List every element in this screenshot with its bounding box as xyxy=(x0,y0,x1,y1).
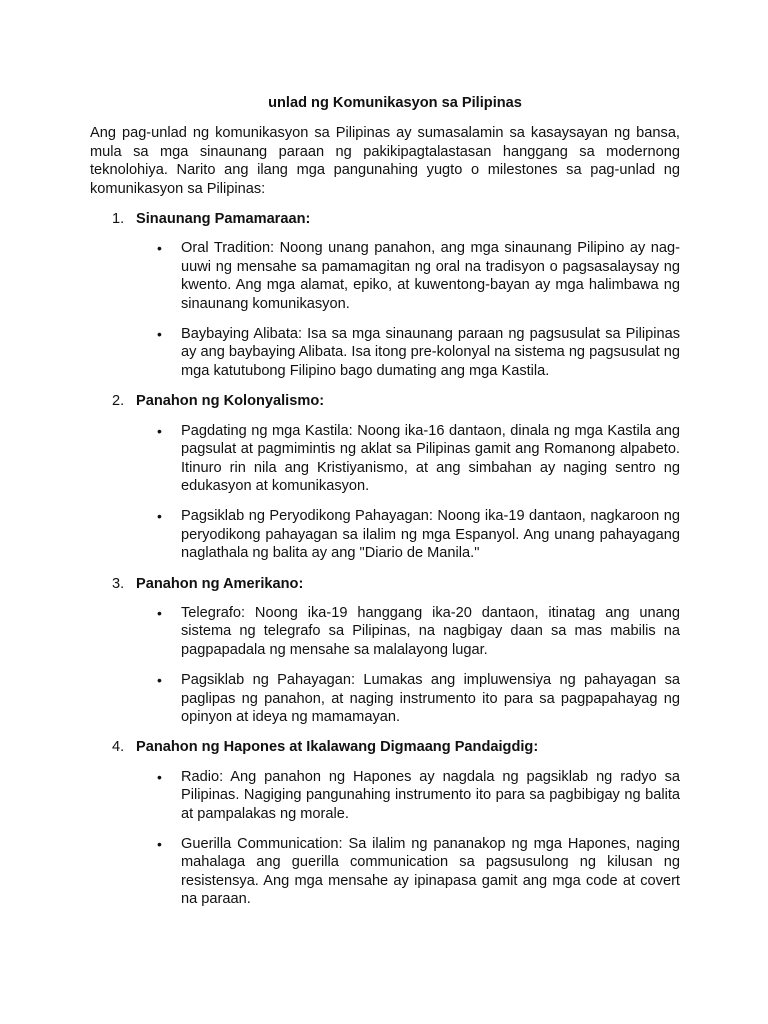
document-title: unlad ng Komunikasyon sa Pilipinas xyxy=(268,95,522,111)
bullet-item xyxy=(156,239,680,313)
section-4 xyxy=(90,738,680,908)
section-2 xyxy=(90,392,680,562)
bullet-text: Radio: Ang panahon ng Hapones ay nagdala ng pagsiklab ng radyo sa Pilipinas. Nagiging pangunahing instrumento ito para sa pagbibigay ng balita at pampalakas ng morale. xyxy=(181,768,680,822)
bullet-dot-icon: • xyxy=(157,604,162,621)
section-heading xyxy=(90,392,680,410)
section-number: 1. xyxy=(112,211,125,228)
bullet-item xyxy=(156,325,680,380)
bullet-item xyxy=(156,422,680,496)
bullet-item xyxy=(156,507,680,562)
bullet-dot-icon: • xyxy=(157,326,162,343)
bullet-dot-icon: • xyxy=(157,422,162,439)
bullet-text: Guerilla Communication: Sa ilalim ng pananakop ng mga Hapones, naging mahalaga ang guerilla communication sa pagsusulong ng kilusan ng resistensya. Ang mga mensahe ay ipinapasa gamit ang mga code at covert na paraan. xyxy=(181,836,680,908)
bullet-text: Pagdating ng mga Kastila: Noong ika-16 dantaon, dinala ng mga Kastila ang pagsulat at pagmimintis ng aklat sa Pilipinas gamit ang Romanong alpabeto. Itinuro rin nila ang Kristiyanismo, at ang simbahan ay naging sentro ng edukasyon at komunikasyon. xyxy=(181,422,680,494)
bullet-list xyxy=(90,768,680,909)
section-heading xyxy=(90,210,680,228)
bullet-list xyxy=(90,422,680,563)
section-title: Panahon ng Hapones at Ikalawang Digmaang Pandaigdig: xyxy=(136,739,539,756)
bullet-list xyxy=(90,604,680,726)
section-heading xyxy=(90,738,680,756)
section-number: 4. xyxy=(112,739,125,756)
bullet-text: Baybaying Alibata: Isa sa mga sinaunang paraan ng pagsusulat sa Pilipinas ay ang baybaying Alibata. Isa itong pre-kolonyal na sistema ng pagsusulat ng mga katutubong Filipino bago dumating ang mga Kastila. xyxy=(181,326,680,379)
bullet-text: Pagsiklab ng Peryodikong Pahayagan: Noong ika-19 dantaon, nagkaroon ng peryodikong pahayagan sa ilalim ng mga Espanyol. Ang unang pahayagang naglathala ng balita ay ang "Diario de Manila." xyxy=(181,508,680,562)
section-title: Panahon ng Amerikano: xyxy=(136,575,304,592)
bullet-dot-icon: • xyxy=(157,672,162,689)
section-title: Panahon ng Kolonyalismo: xyxy=(136,393,325,410)
section-3 xyxy=(90,575,680,727)
section-title: Sinaunang Pamamaraan: xyxy=(136,211,311,228)
bullet-item xyxy=(156,835,680,909)
intro-paragraph: Ang pag-unlad ng komunikasyon sa Pilipinas ay sumasalamin sa kasaysayan ng bansa, mula sa mga sinaunang paraan ng pakikipagtalastasan hanggang sa modernong teknolohiya. Narito ang ilang mga pangunahing yugto o milestones sa pag-unlad ng komunikasyon sa Pilipinas: xyxy=(90,125,680,197)
section-heading xyxy=(90,575,680,593)
bullet-dot-icon: • xyxy=(157,768,162,785)
bullet-text: Telegrafo: Noong ika-19 hanggang ika-20 dantaon, itinatag ang unang sistema ng telegrafo sa Pilipinas, na nagbigay daan sa mas mabilis na pagpapadala ng mensahe sa malalayong lugar. xyxy=(181,604,680,658)
bullet-list xyxy=(90,239,680,380)
bullet-text: Oral Tradition: Noong unang panahon, ang mga sinaunang Pilipino ay nag-uuwi ng mensahe sa pamamagitan ng oral na tradisyon o pagsasalaysay ng kwento. Ang mga alamat, epiko, at kuwentong-bayan ay mga halimbawa ng sinaunang komunikasyon. xyxy=(181,240,680,312)
bullet-item xyxy=(156,671,680,726)
section-number: 3. xyxy=(112,575,125,592)
section-number: 2. xyxy=(112,393,125,410)
bullet-dot-icon: • xyxy=(157,240,162,257)
bullet-item xyxy=(156,768,680,823)
section-list xyxy=(90,210,680,909)
bullet-item xyxy=(156,604,680,659)
section-1 xyxy=(90,210,680,380)
bullet-dot-icon: • xyxy=(157,836,162,852)
bullet-dot-icon: • xyxy=(157,508,162,525)
bullet-text: Pagsiklab ng Pahayagan: Lumakas ang impluwensiya ng pahayagan sa paglipas ng panahon, at naging instrumento ito para sa pagpapahayag ng opinyon at ideya ng mamamayan. xyxy=(181,672,680,725)
